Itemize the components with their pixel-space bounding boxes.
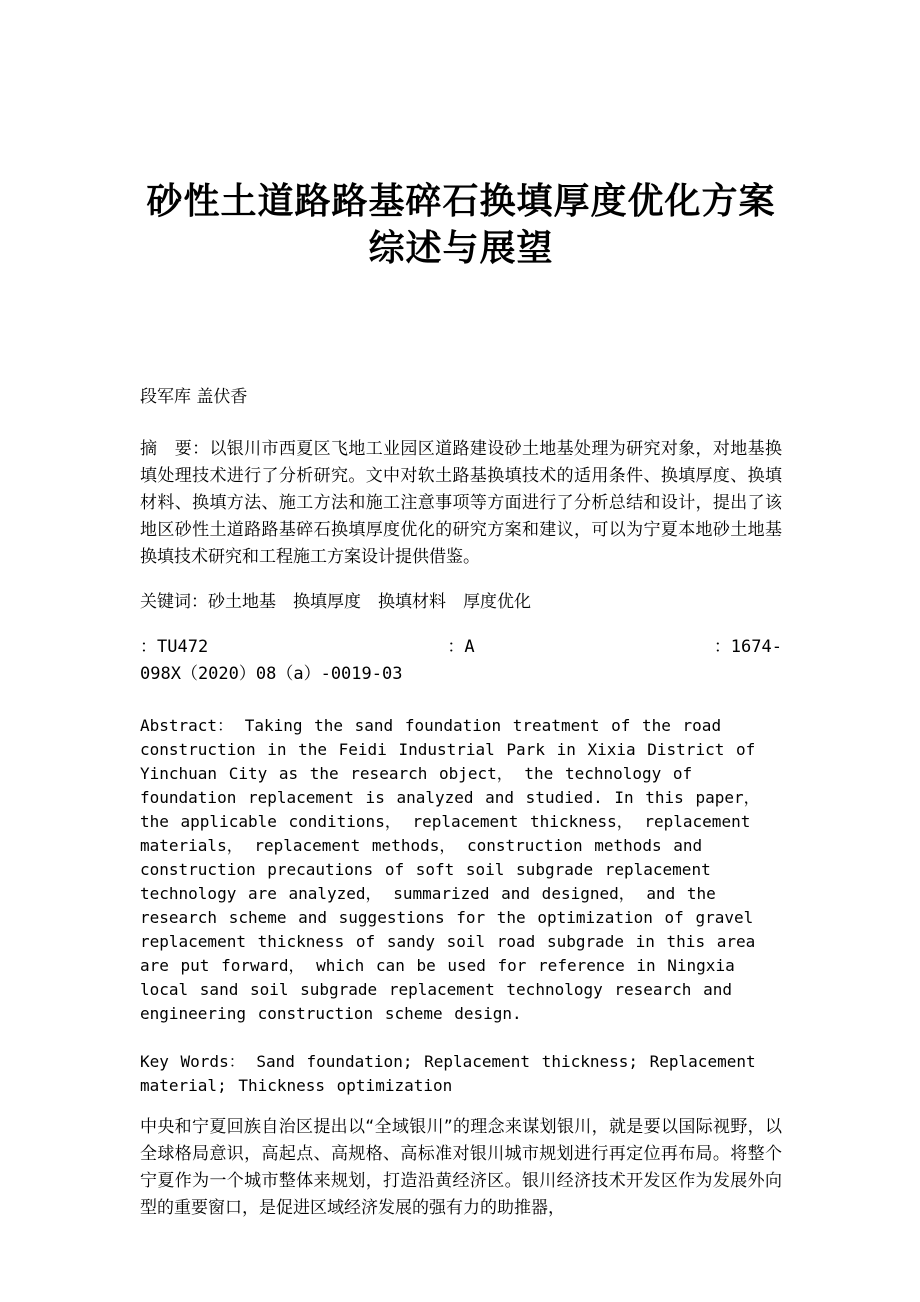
document-code: ：A (447, 637, 475, 657)
keywords-zh: 关键词：砂土地基 换填厚度 换填材料 厚度优化 (140, 592, 531, 612)
page-title-line2: 综述与展望 (368, 228, 554, 269)
classification-line1 (140, 634, 782, 661)
abstract-zh: 摘 要：以银川市西夏区飞地工业园区道路建设砂土地基处理为研究对象，对地基换填处理技术进行了分析研究。文中对软土路基换填技术的适用条件、换填厚度、换填材料、换填方法、施工方法和施工注意事项等方面进行了分析总结和设计，提出了该地区砂性土道路路基碎石换填厚度优化的研究方案和建议，可以为宁夏本地砂土地基换填技术研究和工程施工方案设计提供借鉴。 (140, 439, 782, 567)
classification-block (140, 634, 782, 688)
authors: 段军库 盖伏香 (140, 387, 248, 407)
article-id-part1: ：1674- (713, 637, 782, 657)
clc-number: ：TU472 (140, 637, 209, 657)
abstract-en: Abstract： Taking the sand foundation treatment of the road construction in the Feidi Industrial Park in Xixia District of Yinchuan City as the research object， the technology of foundation replacement is analyzed and studied. In this paper， the applicable conditions， replacement thickness， replacement materials， replacement methods， construction methods and construction precautions of soft soil subgrade replacement technology are analyzed， summarized and designed， and the research scheme and suggestions for the optimization of gravel replacement thickness of sandy soil road subgrade in this area are put forward， which can be used for reference in Ningxia local sand soil subgrade replacement technology research and engineering construction scheme design. (140, 716, 760, 1023)
page-title (140, 178, 782, 272)
classification-line2 (140, 661, 782, 688)
body-paragraph: 中央和宁夏回族自治区提出以“全域银川”的理念来谋划银川，就是要以国际视野，以全球格局意识，高起点、高规格、高标准对银川城市规划进行再定位再布局。将整个宁夏作为一个城市整体来规划，打造沿黄经济区。银川经济技术开发区作为发展外向型的重要窗口，是促进区域经济发展的强有力的助推器， (140, 1117, 782, 1218)
article-id-part2: 098X（2020）08（a）-0019-03 (140, 664, 403, 684)
page-title-line1: 砂性土道路路基碎石换填厚度优化方案 (146, 181, 776, 222)
keywords-en: Key Words： Sand foundation; Replacement thickness; Replacement material; Thickness optimization (140, 1052, 756, 1095)
